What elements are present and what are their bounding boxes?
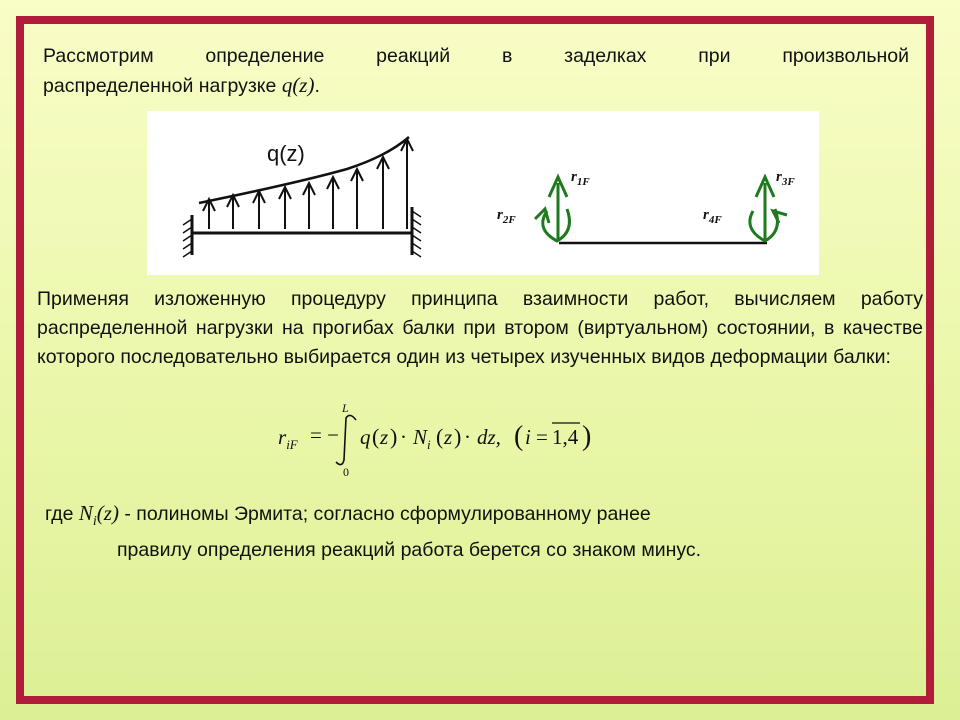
body-paragraph: Применяя изложенную процедуру принципа взаимности работ, вычисляем работу распределенной нагрузки на прогибах балки при втором (виртуальном) состоянии, в качестве которого последовательно выбирается один из четырех изученных видов деформации балки: <box>37 288 923 368</box>
reaction-beam <box>497 169 795 243</box>
where-line-1: где $N_i(z)$ - полиномы Эрмита; согласно сформулированному ранее <box>45 501 651 530</box>
reaction-r4f: $r_{4F}$ <box>703 207 722 226</box>
integral-sign <box>336 415 356 464</box>
reaction-r3f: $r_{3F}$ <box>776 169 795 188</box>
formula-eq: = <box>536 425 548 449</box>
svg-text:(: ( <box>436 424 444 449</box>
formula-z1: z <box>380 425 389 449</box>
svg-text:(: ( <box>514 421 524 452</box>
beam-diagram <box>147 111 819 275</box>
intro-line-1: Рассмотрим определение реакций в заделках при произвольной <box>43 45 909 67</box>
reaction-r2f: $r_{2F}$ <box>497 207 516 226</box>
load-label: q(z) <box>267 141 305 166</box>
formula-lhs: $r_{iF}$ <box>278 425 298 452</box>
formula-dot: · <box>400 425 407 449</box>
formula-dot-2: · <box>464 425 471 449</box>
svg-text:): ) <box>390 424 398 449</box>
beam-figure <box>147 111 819 275</box>
integral-lower: 0 <box>343 465 349 478</box>
reaction-r1f: $r_{1F}$ <box>571 169 590 188</box>
formula-dz: dz, <box>477 425 501 449</box>
hermite-variable: $N_i(z)$ <box>78 501 119 530</box>
svg-text:): ) <box>582 421 592 452</box>
load-variable: q(z) <box>281 73 315 97</box>
where-line-2: правилу определения реакций работа берется со знаком минус. <box>117 539 702 562</box>
formula-N: $N_i$ <box>413 425 431 452</box>
where-paragraph <box>45 499 905 565</box>
formula-range: 1,4 <box>552 425 579 449</box>
formula-q: q <box>360 425 371 449</box>
intro-paragraph <box>43 42 909 101</box>
reaction-formula <box>270 398 630 478</box>
left-reactions <box>535 177 569 241</box>
intro-line-2: распределенной нагрузке q(z). <box>43 73 320 97</box>
svg-text:(: ( <box>372 424 380 449</box>
integral-upper: L <box>342 401 349 415</box>
formula-i: i <box>525 425 531 449</box>
formula-equals: = − <box>310 423 339 447</box>
formula-z2: z <box>444 425 453 449</box>
svg-text:): ) <box>454 424 462 449</box>
